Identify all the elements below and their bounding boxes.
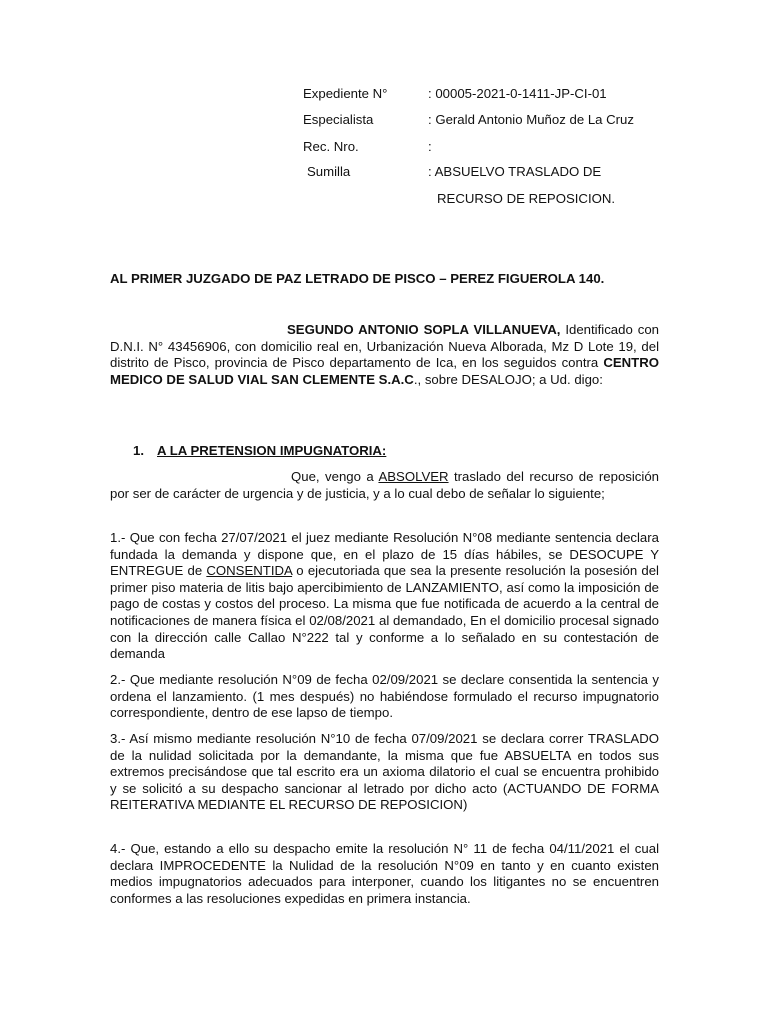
- intro-text-1: Identificado con D.N.I. N° 43456906, con domicilio real en, Urbanización Nueva Alborada, Mz D Lote 19, del distrito de Pisco, provincia de Pisco departamento de Ica, en los seguidos contra: [110, 322, 659, 371]
- sumilla-label: Sumilla: [307, 164, 351, 179]
- especialista-label: Especialista: [303, 112, 374, 127]
- paragraph-2: 2.- Que mediante resolución N°09 de fecha 02/09/2021 se declare consentida la sentencia y ordena el lanzamiento. (1 mes después) no habiéndose formulado el recurso impugnatorio correspondiente, dentro de ese lapso de tiempo.: [110, 672, 659, 721]
- section-title: A LA PRETENSION IMPUGNATORIA:: [157, 443, 387, 458]
- rec-value: :: [428, 139, 432, 154]
- paragraph-1: [110, 530, 659, 663]
- para1-text-b: o ejecutoriada que sea la presente resolución la posesión del primer piso materia de litis bajo apercibimiento de LANZAMIENTO, así como la imposición de pago de costas y costos del proceso. La misma que fue notificada de acuerdo a la central de notificaciones de manera física el 02/08/2021 al demandado, En el domicilio procesal signado con la dirección calle Callao N°222 tal y conforme a lo señalado en su contestación de demanda: [110, 563, 659, 662]
- plaintiff-name: SEGUNDO ANTONIO SOPLA VILLANUEVA,: [287, 322, 561, 337]
- expediente-label: Expediente N°: [303, 86, 388, 101]
- paragraph-4: 4.- Que, estando a ello su despacho emite la resolución N° 11 de fecha 04/11/2021 el cual declara IMPROCEDENTE la Nulidad de la resolución N°09 en tanto y en cuanto existen medios impugnatorios adecuados para interponer, cuando los litigantes no se encuentren conformes a las resoluciones expedidas en primera instancia.: [110, 841, 659, 906]
- absolver-underlined: ABSOLVER: [378, 469, 449, 484]
- para1-text-a: 1.- Que con fecha 27/07/2021 el juez mediante Resolución N°08 mediante sentencia declara fundada la demanda y dispone que, en el plazo de 15 días hábiles, se DESOCUPE Y ENTREGUE de: [110, 530, 659, 579]
- consentida-underlined: CONSENTIDA: [206, 563, 293, 579]
- paragraph-absolver: [110, 469, 659, 502]
- expediente-value: : 00005-2021-0-1411-JP-CI-01: [428, 86, 607, 101]
- section-heading: [133, 443, 386, 460]
- para0-text-a: Que, vengo a: [291, 469, 379, 484]
- sumilla-value-2: RECURSO DE REPOSICION.: [437, 191, 616, 206]
- intro-paragraph: [110, 322, 659, 388]
- rec-label: Rec. Nro.: [303, 139, 359, 154]
- header-expediente-row: [303, 86, 723, 104]
- header-sumilla-row: [303, 164, 723, 182]
- court-heading: AL PRIMER JUZGADO DE PAZ LETRADO DE PISCO – PEREZ FIGUEROLA 140.: [110, 271, 605, 286]
- para0-text-b: traslado del recurso de reposición por ser de carácter de urgencia y de justicia, y a lo cual debo de señalar lo siguiente;: [110, 469, 659, 501]
- section-number: 1.: [133, 443, 144, 458]
- defendant-name: CENTRO MEDICO DE SALUD VIAL SAN CLEMENTE S.A.C: [110, 355, 659, 387]
- sumilla-value-1: : ABSUELVO TRASLADO DE: [428, 164, 602, 179]
- header-sumilla-row-2: [303, 191, 723, 209]
- paragraph-3: 3.- Así mismo mediante resolución N°10 de fecha 07/09/2021 se declara correr TRASLADO de la nulidad solicitada por la demandante, la misma que fue ABSUELTA en todos sus extremos precisándose que tal escrito era un axioma dilatorio el cual se encuentra prohibido y se solicitó a su despacho sancionar al letrado por dicho acto (ACTUANDO DE FORMA REITERATIVA MEDIANTE EL RECURSO DE REPOSICION): [110, 731, 659, 813]
- header-rec-row: [303, 139, 723, 157]
- header-especialista-row: [303, 112, 723, 130]
- especialista-value: : Gerald Antonio Muñoz de La Cruz: [428, 112, 634, 127]
- intro-text-2: ., sobre DESALOJO; a Ud. digo:: [413, 371, 603, 387]
